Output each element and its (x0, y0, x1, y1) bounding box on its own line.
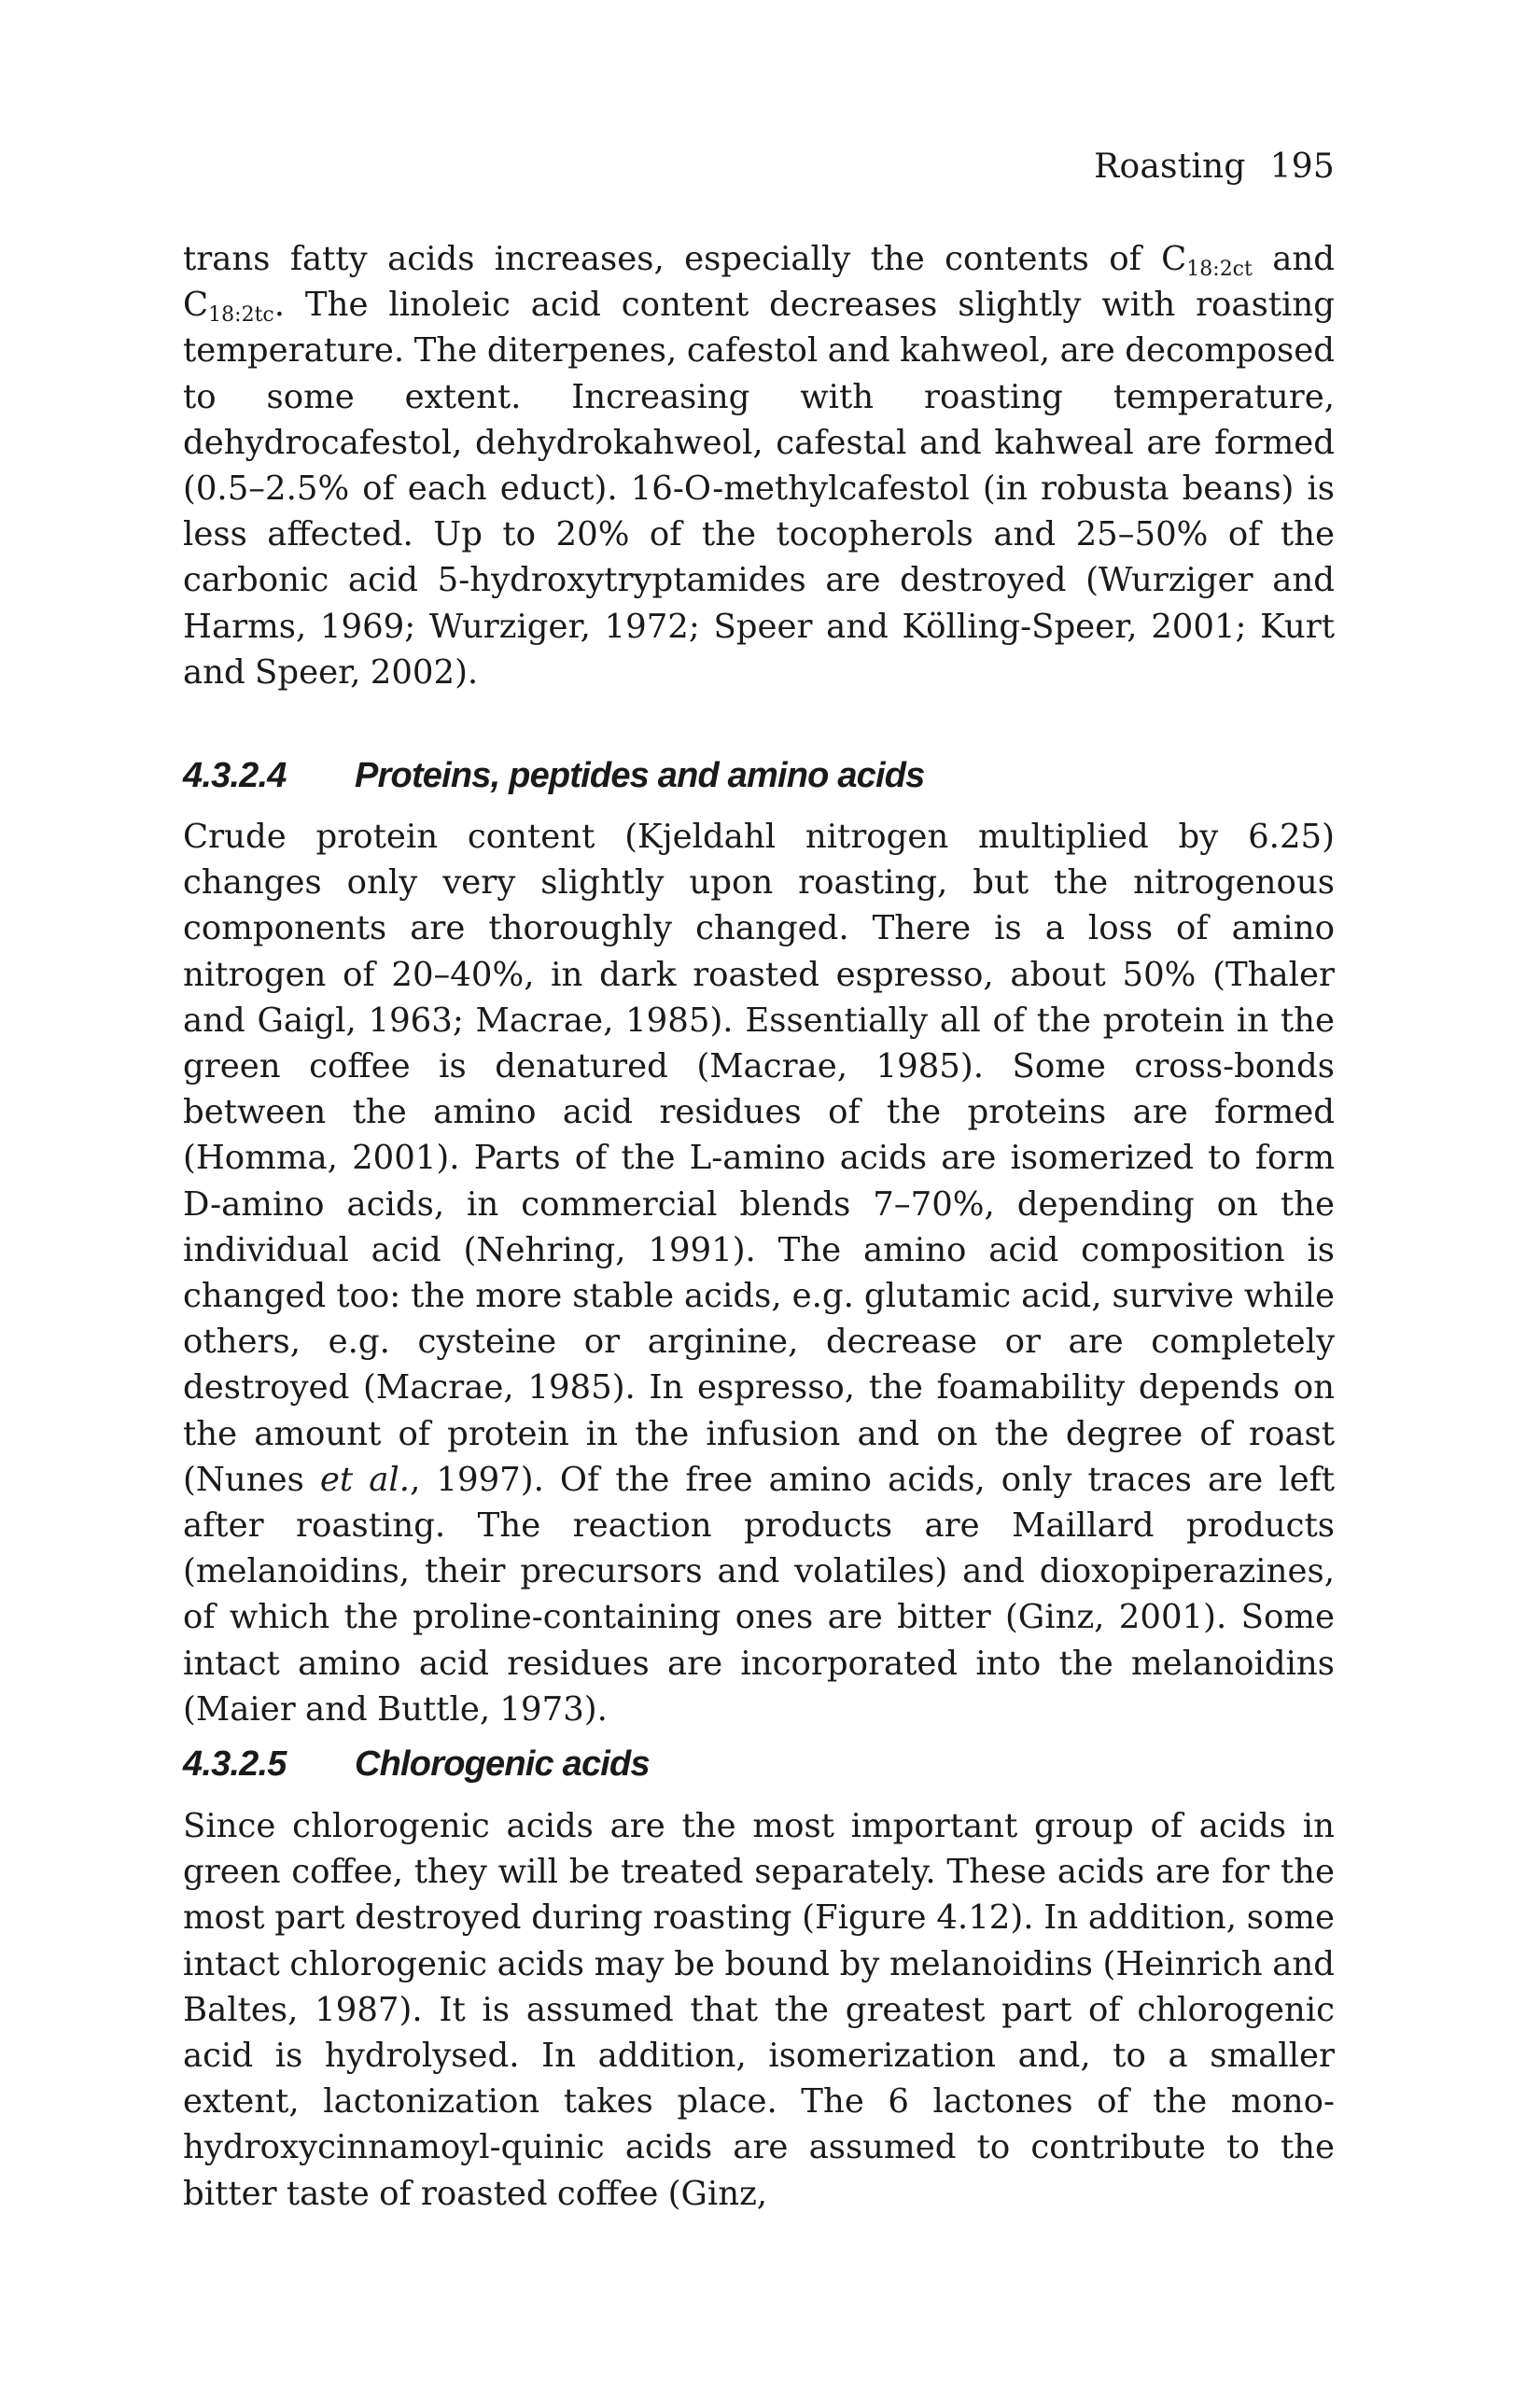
section-title: Proteins, peptides and amino acids (355, 756, 925, 795)
p2-text-a: Crude protein content (Kjeldahl nitrogen multiplied by 6.25) changes only very slightly upon roasting, but the nitrogenous components are thoroughly changed. There is a loss of amino nitrogen of 20–40%, in dark roasted espresso, about 50% (Thaler and Gaigl, 1963; Macrae, 1985). Essentially all of the protein in the green coffee is denatured (Macrae, 1985). Some cross-bonds between the amino acid residues of the proteins are formed (Homma, 2001). Parts of the L-amino acids are isomerized to form D-amino acids, in commercial blends 7–70%, depending on the individual acid (Nehring, 1991). The amino acid composition is changed too: the more stable acids, e.g. glutamic acid, survive while others, e.g. cysteine or arginine, decrease or are completely destroyed (Macrae, 1985). In espresso, the foamability depends on the amount of protein in the infusion and on the degree of roast (Nunes (183, 818, 1335, 1499)
p2-text-b: , 1997). Of the free amino acids, only traces are left after roasting. The reaction products are Maillard products (melanoidins, their precursors and volatiles) and dioxopiperazines, of which the proline-containing ones are bitter (Ginz, 2001). Some intact amino acid residues are incorporated into the melanoidins (Maier and Buttle, 1973). (183, 1460, 1335, 1729)
running-header (1094, 147, 1335, 186)
p1-subscript-2: 18:2tc (208, 303, 274, 328)
section-heading-proteins (183, 756, 925, 796)
page-number: 195 (1269, 147, 1335, 186)
section-heading-chlorogenic (183, 1744, 650, 1785)
p1-text-b: and C (183, 240, 1335, 325)
p1-text-c: . The linoleic acid content decreases slightly with roasting temperature. The diterpenes, cafestol and kahweol, are decomposed to some extent. Increasing with roasting temperature, dehydrocafestol, dehydrokahweol, cafestal and kahweal are formed (0.5–2.5% of each educt). 16-O-methylcafestol (in robusta beans) is less affected. Up to 20% of the tocopherols and 25–50% of the carbonic acid 5-hydroxytryptamides are destroyed (Wurziger and Harms, 1969; Wurziger, 1972; Speer and Kölling-Speer, 2001; Kurt and Speer, 2002). (183, 286, 1335, 692)
paragraph-lipids-continued (183, 236, 1335, 695)
section-number: 4.3.2.4 (183, 756, 287, 795)
paragraph-proteins (183, 814, 1335, 1732)
p1-subscript-1: 18:2ct (1186, 258, 1253, 281)
p1-text-a: trans fatty acids increases, especially the contents of C (183, 240, 1187, 278)
section-number: 4.3.2.5 (183, 1744, 287, 1784)
running-title: Roasting (1094, 147, 1246, 186)
section-title: Chlorogenic acids (355, 1744, 650, 1784)
p2-et-al: et al. (319, 1460, 411, 1499)
paragraph-chlorogenic-acids: Since chlorogenic acids are the most important group of acids in green coffee, they will be treated separately. These acids are for the most part destroyed during roasting (Figure 4.12). In addition, some intact chlorogenic acids may be bound by melanoidins (Heinrich and Baltes, 1987). It is assumed that the greatest part of chlorogenic acid is hydrolysed. In addition, isomerization and, to a smaller extent, lactonization takes place. The 6 lactones of the mono-hydroxycinnamoyl-quinic acids are assumed to contribute to the bitter taste of roasted coffee (Ginz, (183, 1807, 1335, 2213)
